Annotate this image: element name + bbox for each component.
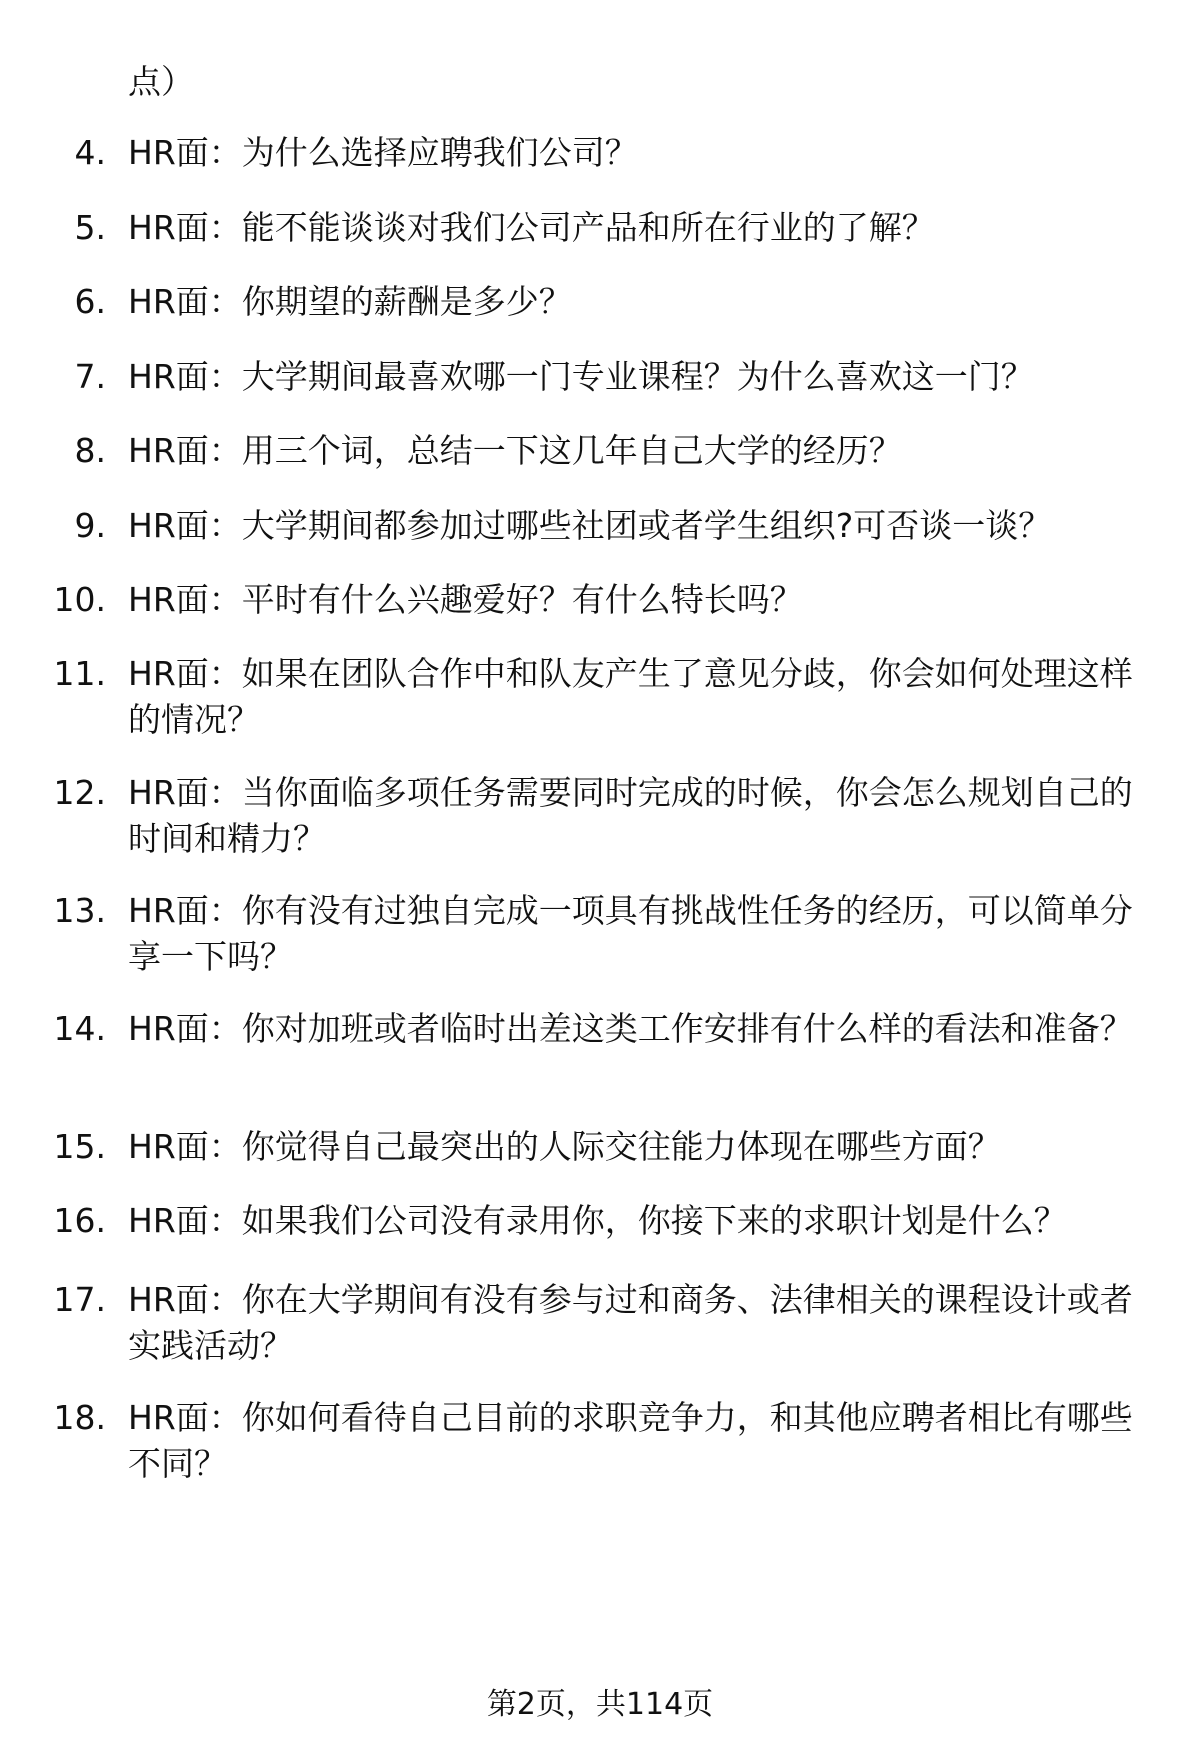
question-number: 18. xyxy=(53,1398,106,1437)
question-number: 9. xyxy=(74,506,106,545)
question-text: HR面：大学期间都参加过哪些社团或者学生组织?可否谈一谈？ xyxy=(128,506,1052,545)
question-text: HR面：平时有什么兴趣爱好？有什么特长吗？ xyxy=(128,580,803,619)
question-number: 13. xyxy=(53,891,106,930)
question-text: HR面：用三个词，总结一下这几年自己大学的经历？ xyxy=(128,431,902,470)
question-number: 12. xyxy=(53,773,106,812)
question-text: HR面：你觉得自己最突出的人际交往能力体现在哪些方面？ xyxy=(128,1127,1001,1166)
question-text: HR面：如果在团队合作中和队友产生了意见分歧，你会如何处理这样的情况？ xyxy=(128,654,1133,739)
question-number: 4. xyxy=(74,133,106,172)
question-text: HR面：你有没有过独自完成一项具有挑战性任务的经历，可以简单分享一下吗？ xyxy=(128,891,1133,976)
question-text: HR面：你对加班或者临时出差这类工作安排有什么样的看法和准备？ xyxy=(128,1009,1133,1048)
question-text: HR面：能不能谈谈对我们公司产品和所在行业的了解？ xyxy=(128,208,935,247)
question-text: HR面：你期望的薪酬是多少？ xyxy=(128,282,572,321)
question-number: 14. xyxy=(53,1009,106,1048)
continued-text: 点） xyxy=(128,62,194,101)
question-text: HR面：你如何看待自己目前的求职竞争力，和其他应聘者相比有哪些不同？ xyxy=(128,1398,1133,1483)
question-text: HR面：你在大学期间有没有参与过和商务、法律相关的课程设计或者实践活动？ xyxy=(128,1280,1133,1365)
question-number: 11. xyxy=(53,654,106,693)
question-text: HR面：为什么选择应聘我们公司？ xyxy=(128,133,638,172)
question-text: HR面：大学期间最喜欢哪一门专业课程？为什么喜欢这一门？ xyxy=(128,357,1034,396)
question-number: 16. xyxy=(53,1201,106,1240)
question-number: 7. xyxy=(74,357,106,396)
question-number: 5. xyxy=(74,208,106,247)
question-number: 8. xyxy=(74,431,106,470)
question-text: HR面：如果我们公司没有录用你，你接下来的求职计划是什么？ xyxy=(128,1201,1067,1240)
question-number: 10. xyxy=(53,580,106,619)
question-number: 17. xyxy=(53,1280,106,1319)
question-text: HR面：当你面临多项任务需要同时完成的时候，你会怎么规划自己的时间和精力？ xyxy=(128,773,1133,858)
question-number: 6. xyxy=(74,282,106,321)
page-footer: 第2页，共114页 xyxy=(486,1687,714,1722)
question-number: 15. xyxy=(53,1127,106,1166)
